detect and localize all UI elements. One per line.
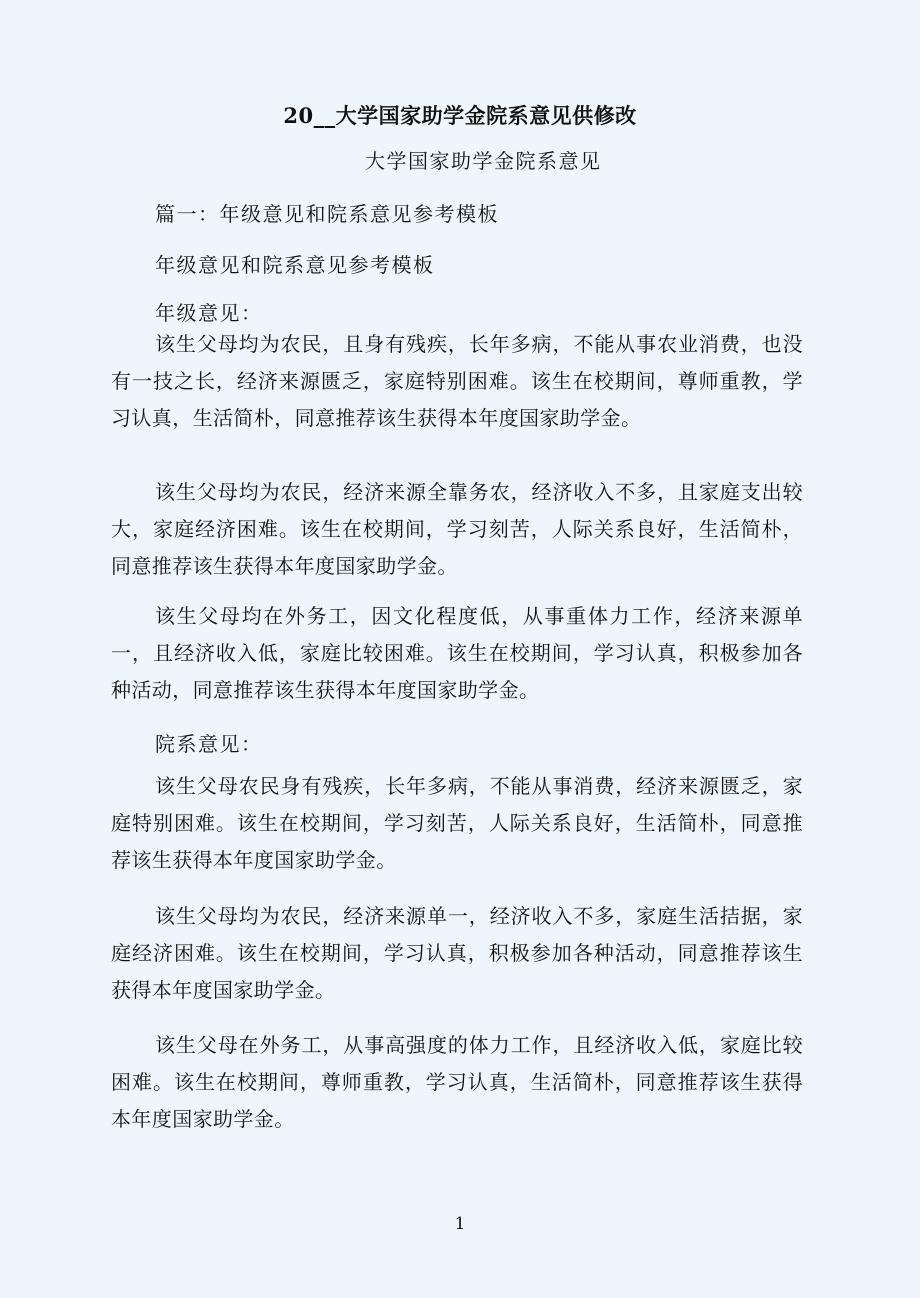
chapter-heading: 篇一：年级意见和院系意见参考模板 — [155, 202, 499, 226]
department-opinion-paragraph-1: 该生父母农民身有残疾，长年多病，不能从事消费，经济来源匮乏，家庭特别困难。该生在校期间，学习刻苦，人际关系良好，生活简朴，同意推荐该生获得本年度国家助学金。 — [111, 774, 803, 872]
department-opinion-paragraph-2: 该生父母均为农民，经济来源单一，经济收入不多，家庭生活拮据，家庭经济困难。该生在校期间，学习认真，积极参加各种活动，同意推荐该生获得本年度国家助学金。 — [111, 904, 803, 1002]
grade-opinion-paragraph-3: 该生父母均在外务工，因文化程度低，从事重体力工作，经济来源单一，且经济收入低，家庭比较困难。该生在校期间，学习认真，积极参加各种活动，同意推荐该生获得本年度国家助学金。 — [111, 604, 803, 702]
department-opinion-heading: 院系意见： — [155, 732, 263, 756]
document-subtitle: 大学国家助学金院系意见 — [365, 149, 602, 173]
template-heading: 年级意见和院系意见参考模板 — [155, 253, 435, 277]
department-opinion-paragraph-3: 该生父母在外务工，从事高强度的体力工作，且经济收入低，家庭比较困难。该生在校期间，尊师重教，学习认真，生活简朴，同意推荐该生获得本年度国家助学金。 — [111, 1033, 803, 1131]
page-number: 1 — [454, 1214, 466, 1234]
document-title: 20__大学国家助学金院系意见供修改 — [283, 103, 637, 128]
grade-opinion-paragraph-2: 该生父母均为农民，经济来源全靠务农，经济收入不多，且家庭支出较大，家庭经济困难。该生在校期间，学习刻苦，人际关系良好，生活简朴，同意推荐该生获得本年度国家助学金。 — [111, 480, 803, 578]
grade-opinion-heading: 年级意见： — [155, 301, 263, 325]
grade-opinion-paragraph-1: 该生父母均为农民，且身有残疾，长年多病，不能从事农业消费，也没有一技之长，经济来源匮乏，家庭特别困难。该生在校期间，尊师重教，学习认真，生活简朴，同意推荐该生获得本年度国家助学金。 — [111, 332, 803, 430]
